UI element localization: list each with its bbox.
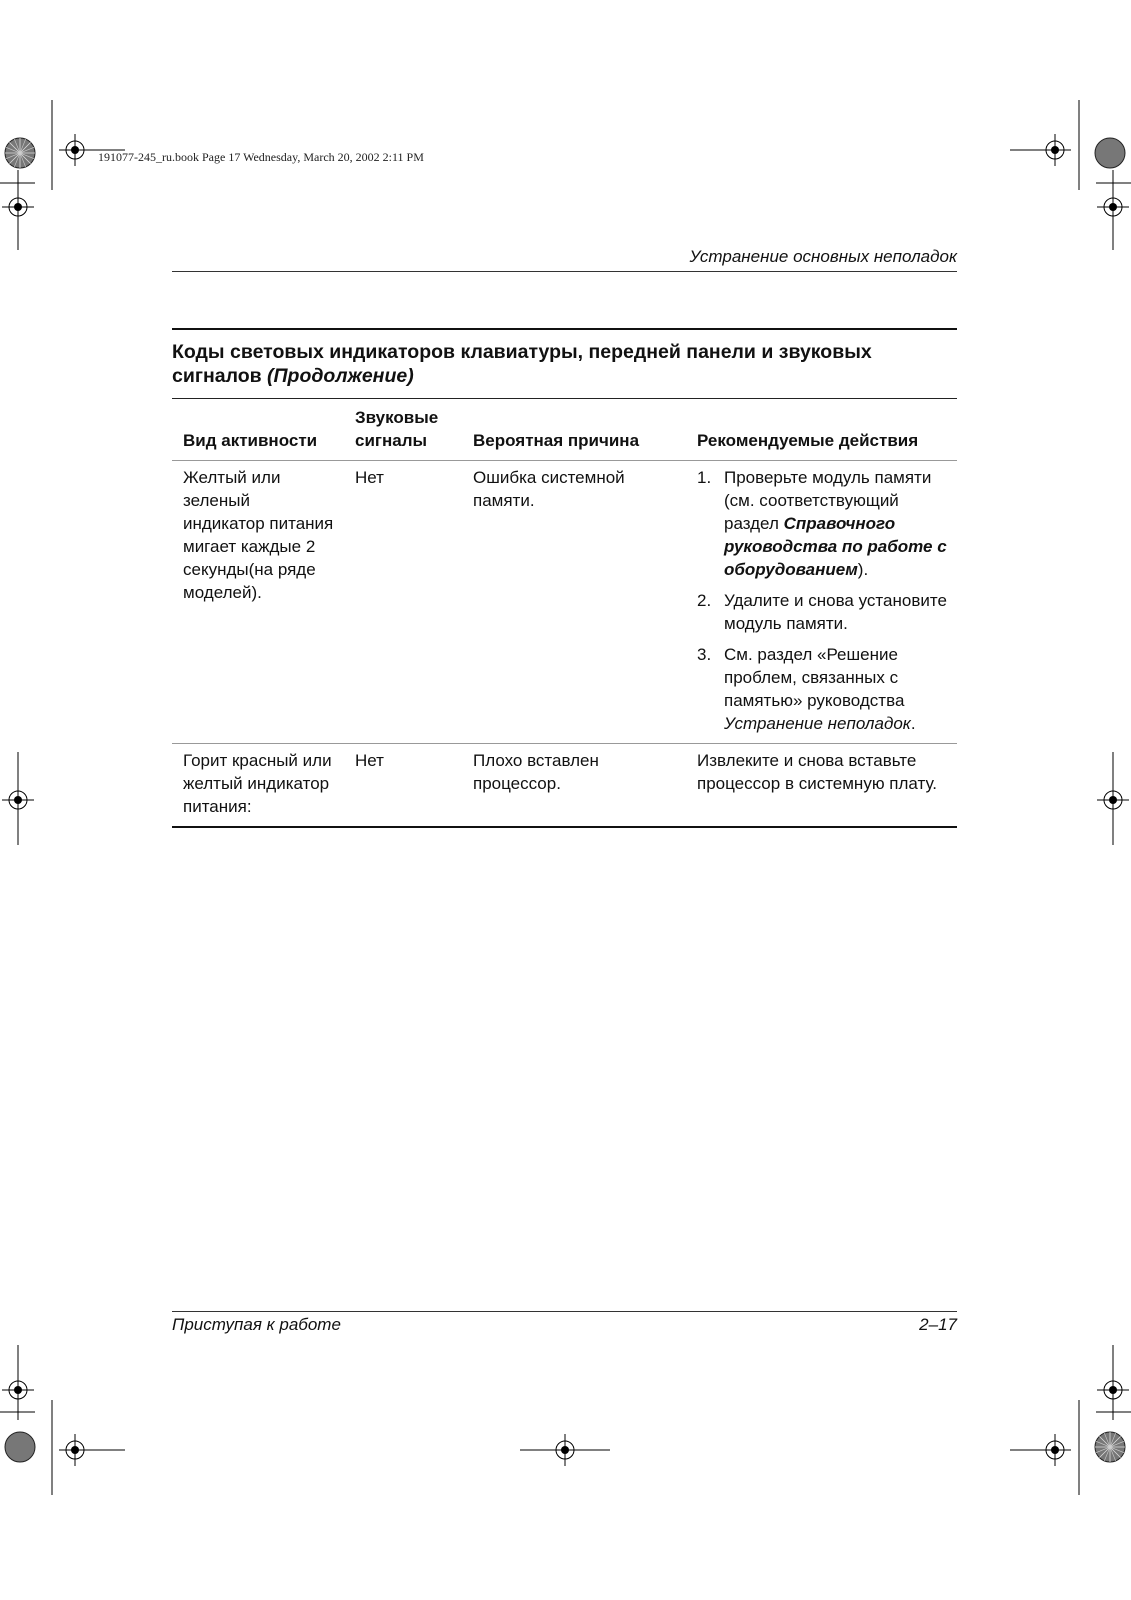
table-row xyxy=(172,461,957,744)
header-beeps: Звуковые сигналы xyxy=(355,408,439,450)
table-title-main: Коды световых индикаторов клавиатуры, передней панели и звуковых сигналов xyxy=(172,341,872,387)
action-step xyxy=(697,466,949,581)
cell-activity: Горит красный или желтый индикатор питания: xyxy=(183,751,332,816)
table-title-continued: (Продолжение) xyxy=(267,365,414,387)
table-title xyxy=(172,340,957,388)
action-step xyxy=(697,643,949,735)
table-title-rule xyxy=(172,328,957,330)
cell-action: Извлеките и снова вставьте процессор в системную плату. xyxy=(697,751,937,793)
led-codes-table xyxy=(172,398,957,828)
header-rule xyxy=(172,271,957,272)
step-text-end: ). xyxy=(857,560,869,579)
action-step xyxy=(697,589,949,635)
cell-beeps: Нет xyxy=(355,468,384,487)
footer-rule xyxy=(172,1311,957,1312)
table-row xyxy=(172,744,957,828)
header-activity: Вид активности xyxy=(183,431,318,450)
cell-beeps: Нет xyxy=(355,751,384,770)
header-action: Рекомендуемые действия xyxy=(697,431,919,450)
cell-action xyxy=(686,461,957,744)
action-steps xyxy=(697,466,949,735)
page-number: 2–17 xyxy=(919,1315,957,1334)
footer-title: Приступая к работе xyxy=(172,1315,341,1334)
step-text: Проверьте модуль памяти (см. соответствующий раздел xyxy=(724,468,932,533)
step-number: 2. xyxy=(697,591,712,610)
step-text-end: . xyxy=(910,714,916,733)
print-slug: 191077-245_ru.book Page 17 Wednesday, March 20, 2002 2:11 PM xyxy=(98,150,424,164)
cell-activity: Желтый или зеленый индикатор питания мигает каждые 2 секунды(на ряде моделей). xyxy=(183,468,334,602)
table-header-row xyxy=(172,399,957,461)
running-head: Устранение основных неполадок xyxy=(689,247,957,266)
step-text: См. раздел «Решение проблем, связанных с памятью» руководства xyxy=(724,645,905,710)
step-number: 3. xyxy=(697,645,712,664)
step-text: Удалите и снова установите модуль памяти. xyxy=(724,591,947,633)
step-number: 1. xyxy=(697,468,712,487)
cell-cause: Ошибка системной памяти. xyxy=(473,468,625,510)
cell-cause: Плохо вставлен процессор. xyxy=(473,751,599,793)
header-cause: Вероятная причина xyxy=(473,431,640,450)
manual-reference: Устранение неполадок xyxy=(724,714,911,733)
manual-reference: Справочного руководства по работе с оборудованием xyxy=(724,514,947,579)
